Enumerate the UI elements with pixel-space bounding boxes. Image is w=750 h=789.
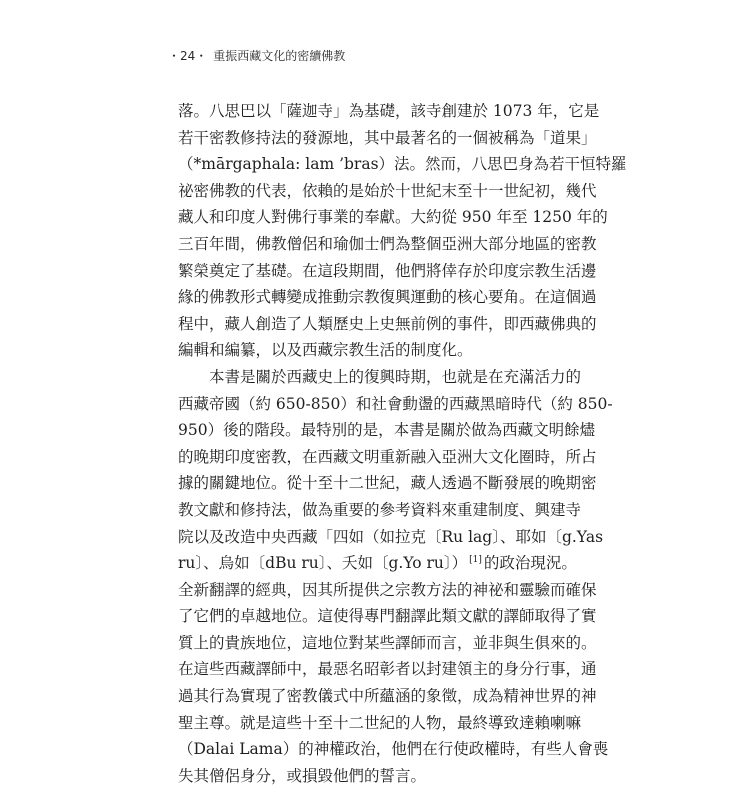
text-line: 西藏帝國（約 650-850）和社會動盪的西藏黑暗時代（約 850-: [178, 394, 613, 413]
text-line: 三百年間，佛教僧侶和瑜伽士們為整個亞洲大部分地區的密教: [178, 234, 597, 253]
text-line: 編輯和編纂，以及西藏宗教生活的制度化。: [178, 341, 473, 360]
text-line: 全新翻譯的經典，因其所提供之宗教方法的神祕和靈驗而確保: [178, 580, 597, 599]
text-line: 若干密教修持法的發源地，其中最著名的一個被稱為「道果」: [178, 128, 597, 147]
text-line: 失其僧侶身分，或損毀他們的誓言。: [178, 766, 427, 785]
text-line: 教文獻和修持法，做為重要的參考資料來重建制度、興建寺: [178, 500, 582, 519]
text-line: 了它們的卓越地位。這使得專門翻譯此類文獻的譯師取得了實: [178, 607, 597, 626]
text-segment: 的政治現況。: [483, 554, 577, 573]
text-line: 緣的佛教形式轉變成推動宗教復興運動的核心要角。在這個過: [178, 288, 597, 307]
text-line: 繁榮奠定了基礎。在這段期間，他們將倖存於印度宗教生活邊: [178, 261, 597, 280]
text-line: 聖主尊。就是這些十至十二世紀的人物，最終導致達賴喇嘛: [178, 713, 582, 732]
text-line: 在這些西藏譯師中，最惡名昭彰者以封建領主的身分行事，通: [178, 660, 597, 679]
text-line: 院以及改造中央西藏「四如（如拉克〔Ru lag〕、耶如〔g.Yas: [178, 527, 604, 546]
text-segment: ru〕、烏如〔dBu ru〕、夭如〔g.Yo ru〕）: [178, 554, 468, 573]
text-line: 質上的貴族地位，這地位對某些譯師而言，並非與生俱來的。: [178, 633, 597, 652]
text-line: 據的關鍵地位。從十至十二世紀，藏人透過不斷發展的晚期密: [178, 474, 597, 493]
text-line: 祕密佛教的代表，依賴的是始於十世紀末至十一世紀初，幾代: [178, 181, 597, 200]
body-text: [178, 98, 627, 789]
text-line: 程中，藏人創造了人類歷史上史無前例的事件，即西藏佛典的: [178, 314, 597, 333]
footnote-marker: [1]: [469, 555, 482, 566]
text-line: 藏人和印度人對佛行事業的奉獻。大約從 950 年至 1250 年的: [178, 208, 608, 227]
text-line: （*mārgaphala: lam ’bras）法。然而，八思巴身為若干恒特羅: [178, 155, 627, 174]
text-line: 本書是關於西藏史上的復興時期，也就是在充滿活力的: [209, 367, 582, 386]
text-line-with-footnote: [178, 550, 578, 577]
text-line: 950）後的階段。最特別的是，本書是關於做為西藏文明餘燼: [178, 421, 596, 440]
text-line: 過其行為實現了密教儀式中所蘊涵的象徵，成為精神世界的神: [178, 687, 597, 706]
book-title: 重振西藏文化的密續佛教: [213, 49, 346, 63]
running-header: [168, 48, 345, 64]
text-line: 落。八思巴以「薩迦寺」為基礎，該寺創建於 1073 年，它是: [178, 102, 600, 120]
page-number: ・24・: [168, 49, 208, 63]
text-line: 的晚期印度密教，在西藏文明重新融入亞洲大文化圈時，所占: [178, 447, 597, 466]
text-line: （Dalai Lama）的神權政治，他們在行使政權時，有些人會喪: [178, 740, 609, 759]
